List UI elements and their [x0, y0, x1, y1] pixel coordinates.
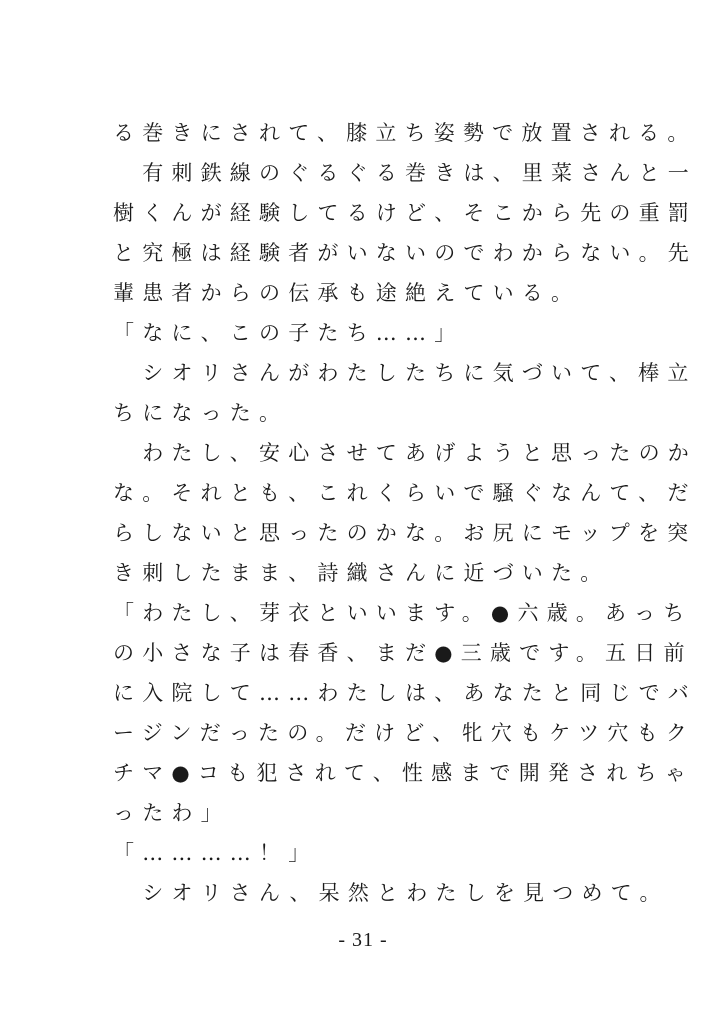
text-line: と究極は経験者がいないのでわからない。先 — [113, 241, 697, 265]
text-line: 有刺鉄線のぐるぐる巻きは、里菜さんと一 — [113, 161, 697, 185]
text-line: らしないと思ったのかな。お尻にモップを突 — [113, 521, 697, 545]
body-text — [113, 113, 697, 913]
text-line: シオリさんがわたしたちに気づいて、棒立 — [113, 361, 697, 385]
text-line: 「なに、この子たち……」 — [113, 321, 464, 345]
text-line: ちになった。 — [113, 401, 289, 425]
text-line: き刺したまま、詩織さんに近づいた。 — [113, 561, 610, 585]
text-line: に入院して……わたしは、あなたと同じでバ — [113, 681, 697, 705]
text-line: シオリさん、呆然とわたしを見つめて。 — [113, 881, 669, 905]
text-line: 「…………！」 — [113, 841, 318, 865]
text-line: チマ●コも犯されて、性感まで開発されちゃ — [113, 761, 694, 785]
text-line: な。それとも、これくらいで騒ぐなんて、だ — [113, 481, 697, 505]
text-line: 輩患者からの伝承も途絶えている。 — [113, 281, 581, 305]
text-line: 「わたし、芽衣といいます。●六歳。あっち — [113, 601, 693, 625]
text-line: ージンだったの。だけど、牝穴もケツ穴もク — [113, 721, 696, 745]
text-line: わたし、安心させてあげようと思ったのか — [113, 441, 697, 465]
page-number: - 31 - — [338, 929, 388, 951]
text-line: の小さな子は春香、まだ●三歳です。五日前 — [113, 641, 693, 665]
text-line: ったわ」 — [113, 801, 230, 825]
text-line: 樹くんが経験してるけど、そこから先の重罰 — [113, 201, 697, 225]
text-line: る巻きにされて、膝立ち姿勢で放置される。 — [113, 121, 697, 145]
